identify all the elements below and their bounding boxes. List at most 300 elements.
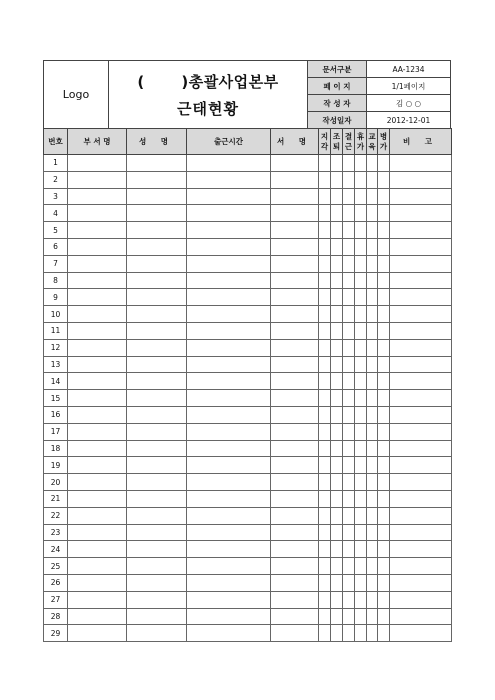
cell-edu[interactable] bbox=[367, 289, 378, 306]
cell-note[interactable] bbox=[390, 591, 452, 608]
cell-edu[interactable] bbox=[367, 474, 378, 491]
cell-dept[interactable] bbox=[68, 457, 127, 474]
cell-dept[interactable] bbox=[68, 255, 127, 272]
cell-early[interactable] bbox=[331, 322, 343, 339]
cell-edu[interactable] bbox=[367, 574, 378, 591]
cell-note[interactable] bbox=[390, 390, 452, 407]
cell-edu[interactable] bbox=[367, 406, 378, 423]
cell-sick[interactable] bbox=[378, 608, 390, 625]
cell-note[interactable] bbox=[390, 155, 452, 172]
cell-sign[interactable] bbox=[271, 574, 319, 591]
cell-leave[interactable] bbox=[355, 205, 367, 222]
cell-early[interactable] bbox=[331, 356, 343, 373]
cell-time[interactable] bbox=[187, 339, 271, 356]
cell-time[interactable] bbox=[187, 188, 271, 205]
cell-name[interactable] bbox=[127, 574, 187, 591]
cell-note[interactable] bbox=[390, 440, 452, 457]
cell-dept[interactable] bbox=[68, 524, 127, 541]
cell-time[interactable] bbox=[187, 524, 271, 541]
cell-early[interactable] bbox=[331, 574, 343, 591]
cell-late[interactable] bbox=[319, 440, 331, 457]
cell-edu[interactable] bbox=[367, 390, 378, 407]
cell-leave[interactable] bbox=[355, 289, 367, 306]
cell-late[interactable] bbox=[319, 238, 331, 255]
cell-sign[interactable] bbox=[271, 373, 319, 390]
cell-sign[interactable] bbox=[271, 306, 319, 323]
cell-sign[interactable] bbox=[271, 205, 319, 222]
cell-time[interactable] bbox=[187, 255, 271, 272]
cell-sick[interactable] bbox=[378, 272, 390, 289]
cell-leave[interactable] bbox=[355, 541, 367, 558]
cell-name[interactable] bbox=[127, 457, 187, 474]
cell-early[interactable] bbox=[331, 238, 343, 255]
cell-late[interactable] bbox=[319, 608, 331, 625]
cell-name[interactable] bbox=[127, 440, 187, 457]
cell-dept[interactable] bbox=[68, 322, 127, 339]
cell-name[interactable] bbox=[127, 188, 187, 205]
cell-sick[interactable] bbox=[378, 524, 390, 541]
cell-leave[interactable] bbox=[355, 490, 367, 507]
cell-absent[interactable] bbox=[343, 608, 355, 625]
cell-note[interactable] bbox=[390, 238, 452, 255]
cell-dept[interactable] bbox=[68, 306, 127, 323]
cell-note[interactable] bbox=[390, 306, 452, 323]
cell-absent[interactable] bbox=[343, 423, 355, 440]
cell-late[interactable] bbox=[319, 339, 331, 356]
cell-late[interactable] bbox=[319, 574, 331, 591]
cell-name[interactable] bbox=[127, 608, 187, 625]
cell-leave[interactable] bbox=[355, 339, 367, 356]
cell-name[interactable] bbox=[127, 390, 187, 407]
cell-edu[interactable] bbox=[367, 155, 378, 172]
cell-early[interactable] bbox=[331, 440, 343, 457]
cell-absent[interactable] bbox=[343, 558, 355, 575]
cell-edu[interactable] bbox=[367, 171, 378, 188]
cell-name[interactable] bbox=[127, 306, 187, 323]
cell-leave[interactable] bbox=[355, 255, 367, 272]
cell-name[interactable] bbox=[127, 255, 187, 272]
cell-time[interactable] bbox=[187, 171, 271, 188]
cell-note[interactable] bbox=[390, 474, 452, 491]
cell-sick[interactable] bbox=[378, 457, 390, 474]
cell-name[interactable] bbox=[127, 423, 187, 440]
cell-name[interactable] bbox=[127, 490, 187, 507]
cell-late[interactable] bbox=[319, 356, 331, 373]
cell-leave[interactable] bbox=[355, 306, 367, 323]
cell-late[interactable] bbox=[319, 306, 331, 323]
cell-leave[interactable] bbox=[355, 524, 367, 541]
cell-absent[interactable] bbox=[343, 507, 355, 524]
cell-early[interactable] bbox=[331, 541, 343, 558]
cell-early[interactable] bbox=[331, 390, 343, 407]
cell-absent[interactable] bbox=[343, 155, 355, 172]
cell-sign[interactable] bbox=[271, 272, 319, 289]
cell-leave[interactable] bbox=[355, 625, 367, 642]
cell-dept[interactable] bbox=[68, 390, 127, 407]
cell-time[interactable] bbox=[187, 306, 271, 323]
cell-absent[interactable] bbox=[343, 490, 355, 507]
cell-leave[interactable] bbox=[355, 574, 367, 591]
cell-late[interactable] bbox=[319, 205, 331, 222]
cell-dept[interactable] bbox=[68, 423, 127, 440]
cell-sign[interactable] bbox=[271, 440, 319, 457]
cell-leave[interactable] bbox=[355, 406, 367, 423]
cell-sick[interactable] bbox=[378, 390, 390, 407]
cell-late[interactable] bbox=[319, 406, 331, 423]
cell-leave[interactable] bbox=[355, 474, 367, 491]
cell-late[interactable] bbox=[319, 490, 331, 507]
cell-late[interactable] bbox=[319, 507, 331, 524]
cell-edu[interactable] bbox=[367, 272, 378, 289]
cell-edu[interactable] bbox=[367, 558, 378, 575]
cell-absent[interactable] bbox=[343, 373, 355, 390]
cell-leave[interactable] bbox=[355, 457, 367, 474]
cell-leave[interactable] bbox=[355, 155, 367, 172]
cell-absent[interactable] bbox=[343, 406, 355, 423]
cell-late[interactable] bbox=[319, 171, 331, 188]
cell-edu[interactable] bbox=[367, 222, 378, 239]
cell-leave[interactable] bbox=[355, 390, 367, 407]
cell-sign[interactable] bbox=[271, 222, 319, 239]
cell-note[interactable] bbox=[390, 222, 452, 239]
cell-time[interactable] bbox=[187, 222, 271, 239]
cell-name[interactable] bbox=[127, 322, 187, 339]
cell-dept[interactable] bbox=[68, 155, 127, 172]
cell-dept[interactable] bbox=[68, 574, 127, 591]
cell-leave[interactable] bbox=[355, 188, 367, 205]
cell-sign[interactable] bbox=[271, 558, 319, 575]
cell-sick[interactable] bbox=[378, 591, 390, 608]
cell-early[interactable] bbox=[331, 474, 343, 491]
cell-name[interactable] bbox=[127, 507, 187, 524]
cell-edu[interactable] bbox=[367, 507, 378, 524]
cell-sign[interactable] bbox=[271, 507, 319, 524]
cell-sign[interactable] bbox=[271, 524, 319, 541]
cell-dept[interactable] bbox=[68, 440, 127, 457]
cell-dept[interactable] bbox=[68, 272, 127, 289]
cell-early[interactable] bbox=[331, 255, 343, 272]
cell-edu[interactable] bbox=[367, 356, 378, 373]
cell-early[interactable] bbox=[331, 339, 343, 356]
cell-absent[interactable] bbox=[343, 541, 355, 558]
cell-absent[interactable] bbox=[343, 574, 355, 591]
cell-time[interactable] bbox=[187, 155, 271, 172]
cell-leave[interactable] bbox=[355, 272, 367, 289]
cell-note[interactable] bbox=[390, 356, 452, 373]
cell-absent[interactable] bbox=[343, 322, 355, 339]
cell-sick[interactable] bbox=[378, 373, 390, 390]
cell-late[interactable] bbox=[319, 322, 331, 339]
cell-dept[interactable] bbox=[68, 406, 127, 423]
cell-sick[interactable] bbox=[378, 205, 390, 222]
cell-edu[interactable] bbox=[367, 322, 378, 339]
cell-absent[interactable] bbox=[343, 339, 355, 356]
cell-sick[interactable] bbox=[378, 289, 390, 306]
cell-dept[interactable] bbox=[68, 474, 127, 491]
cell-absent[interactable] bbox=[343, 457, 355, 474]
cell-sign[interactable] bbox=[271, 390, 319, 407]
cell-sick[interactable] bbox=[378, 322, 390, 339]
cell-absent[interactable] bbox=[343, 255, 355, 272]
cell-sign[interactable] bbox=[271, 356, 319, 373]
cell-note[interactable] bbox=[390, 373, 452, 390]
cell-dept[interactable] bbox=[68, 608, 127, 625]
cell-absent[interactable] bbox=[343, 171, 355, 188]
cell-late[interactable] bbox=[319, 155, 331, 172]
cell-early[interactable] bbox=[331, 457, 343, 474]
cell-note[interactable] bbox=[390, 423, 452, 440]
cell-note[interactable] bbox=[390, 608, 452, 625]
cell-late[interactable] bbox=[319, 373, 331, 390]
cell-late[interactable] bbox=[319, 222, 331, 239]
cell-note[interactable] bbox=[390, 507, 452, 524]
cell-early[interactable] bbox=[331, 188, 343, 205]
cell-early[interactable] bbox=[331, 608, 343, 625]
cell-sign[interactable] bbox=[271, 490, 319, 507]
cell-sick[interactable] bbox=[378, 507, 390, 524]
cell-early[interactable] bbox=[331, 171, 343, 188]
cell-sign[interactable] bbox=[271, 457, 319, 474]
cell-dept[interactable] bbox=[68, 591, 127, 608]
cell-name[interactable] bbox=[127, 541, 187, 558]
cell-sick[interactable] bbox=[378, 188, 390, 205]
cell-note[interactable] bbox=[390, 322, 452, 339]
cell-late[interactable] bbox=[319, 188, 331, 205]
cell-sick[interactable] bbox=[378, 222, 390, 239]
cell-early[interactable] bbox=[331, 423, 343, 440]
cell-name[interactable] bbox=[127, 289, 187, 306]
cell-note[interactable] bbox=[390, 205, 452, 222]
cell-sick[interactable] bbox=[378, 356, 390, 373]
cell-late[interactable] bbox=[319, 591, 331, 608]
cell-leave[interactable] bbox=[355, 356, 367, 373]
cell-early[interactable] bbox=[331, 373, 343, 390]
cell-sick[interactable] bbox=[378, 558, 390, 575]
cell-early[interactable] bbox=[331, 272, 343, 289]
cell-absent[interactable] bbox=[343, 272, 355, 289]
cell-name[interactable] bbox=[127, 356, 187, 373]
cell-note[interactable] bbox=[390, 289, 452, 306]
cell-dept[interactable] bbox=[68, 171, 127, 188]
cell-leave[interactable] bbox=[355, 591, 367, 608]
cell-late[interactable] bbox=[319, 272, 331, 289]
cell-time[interactable] bbox=[187, 406, 271, 423]
cell-leave[interactable] bbox=[355, 608, 367, 625]
cell-name[interactable] bbox=[127, 238, 187, 255]
cell-late[interactable] bbox=[319, 423, 331, 440]
cell-sick[interactable] bbox=[378, 440, 390, 457]
cell-late[interactable] bbox=[319, 474, 331, 491]
cell-sign[interactable] bbox=[271, 255, 319, 272]
cell-edu[interactable] bbox=[367, 423, 378, 440]
cell-time[interactable] bbox=[187, 574, 271, 591]
cell-absent[interactable] bbox=[343, 356, 355, 373]
cell-name[interactable] bbox=[127, 272, 187, 289]
cell-leave[interactable] bbox=[355, 507, 367, 524]
cell-absent[interactable] bbox=[343, 440, 355, 457]
cell-sign[interactable] bbox=[271, 608, 319, 625]
cell-name[interactable] bbox=[127, 222, 187, 239]
cell-early[interactable] bbox=[331, 222, 343, 239]
cell-early[interactable] bbox=[331, 306, 343, 323]
cell-late[interactable] bbox=[319, 255, 331, 272]
cell-time[interactable] bbox=[187, 272, 271, 289]
cell-note[interactable] bbox=[390, 558, 452, 575]
cell-sign[interactable] bbox=[271, 423, 319, 440]
cell-absent[interactable] bbox=[343, 390, 355, 407]
cell-sign[interactable] bbox=[271, 474, 319, 491]
cell-dept[interactable] bbox=[68, 205, 127, 222]
cell-name[interactable] bbox=[127, 339, 187, 356]
cell-absent[interactable] bbox=[343, 188, 355, 205]
cell-sick[interactable] bbox=[378, 255, 390, 272]
cell-sick[interactable] bbox=[378, 574, 390, 591]
cell-note[interactable] bbox=[390, 524, 452, 541]
cell-sick[interactable] bbox=[378, 171, 390, 188]
cell-note[interactable] bbox=[390, 457, 452, 474]
cell-sign[interactable] bbox=[271, 625, 319, 642]
cell-note[interactable] bbox=[390, 171, 452, 188]
cell-late[interactable] bbox=[319, 524, 331, 541]
cell-name[interactable] bbox=[127, 558, 187, 575]
cell-dept[interactable] bbox=[68, 625, 127, 642]
cell-name[interactable] bbox=[127, 524, 187, 541]
cell-sign[interactable] bbox=[271, 289, 319, 306]
cell-sign[interactable] bbox=[271, 322, 319, 339]
cell-late[interactable] bbox=[319, 289, 331, 306]
cell-leave[interactable] bbox=[355, 423, 367, 440]
cell-sick[interactable] bbox=[378, 490, 390, 507]
cell-absent[interactable] bbox=[343, 238, 355, 255]
cell-time[interactable] bbox=[187, 205, 271, 222]
cell-late[interactable] bbox=[319, 625, 331, 642]
cell-time[interactable] bbox=[187, 591, 271, 608]
cell-name[interactable] bbox=[127, 591, 187, 608]
cell-dept[interactable] bbox=[68, 541, 127, 558]
cell-early[interactable] bbox=[331, 205, 343, 222]
cell-name[interactable] bbox=[127, 406, 187, 423]
cell-sick[interactable] bbox=[378, 625, 390, 642]
cell-sick[interactable] bbox=[378, 238, 390, 255]
cell-sign[interactable] bbox=[271, 406, 319, 423]
cell-sick[interactable] bbox=[378, 423, 390, 440]
cell-time[interactable] bbox=[187, 390, 271, 407]
cell-note[interactable] bbox=[390, 625, 452, 642]
cell-dept[interactable] bbox=[68, 373, 127, 390]
cell-sign[interactable] bbox=[271, 339, 319, 356]
cell-late[interactable] bbox=[319, 541, 331, 558]
cell-absent[interactable] bbox=[343, 222, 355, 239]
cell-dept[interactable] bbox=[68, 490, 127, 507]
cell-edu[interactable] bbox=[367, 541, 378, 558]
cell-leave[interactable] bbox=[355, 558, 367, 575]
cell-absent[interactable] bbox=[343, 524, 355, 541]
cell-absent[interactable] bbox=[343, 625, 355, 642]
cell-note[interactable] bbox=[390, 272, 452, 289]
cell-time[interactable] bbox=[187, 558, 271, 575]
cell-sign[interactable] bbox=[271, 238, 319, 255]
cell-sick[interactable] bbox=[378, 474, 390, 491]
cell-note[interactable] bbox=[390, 574, 452, 591]
cell-late[interactable] bbox=[319, 457, 331, 474]
cell-dept[interactable] bbox=[68, 289, 127, 306]
cell-edu[interactable] bbox=[367, 608, 378, 625]
cell-time[interactable] bbox=[187, 490, 271, 507]
cell-note[interactable] bbox=[390, 339, 452, 356]
cell-absent[interactable] bbox=[343, 289, 355, 306]
cell-edu[interactable] bbox=[367, 625, 378, 642]
cell-edu[interactable] bbox=[367, 373, 378, 390]
cell-late[interactable] bbox=[319, 390, 331, 407]
cell-edu[interactable] bbox=[367, 238, 378, 255]
cell-early[interactable] bbox=[331, 490, 343, 507]
cell-absent[interactable] bbox=[343, 591, 355, 608]
cell-edu[interactable] bbox=[367, 205, 378, 222]
cell-name[interactable] bbox=[127, 373, 187, 390]
cell-dept[interactable] bbox=[68, 558, 127, 575]
cell-edu[interactable] bbox=[367, 457, 378, 474]
cell-sick[interactable] bbox=[378, 339, 390, 356]
cell-early[interactable] bbox=[331, 507, 343, 524]
cell-time[interactable] bbox=[187, 474, 271, 491]
cell-time[interactable] bbox=[187, 322, 271, 339]
cell-dept[interactable] bbox=[68, 339, 127, 356]
cell-sign[interactable] bbox=[271, 155, 319, 172]
cell-time[interactable] bbox=[187, 423, 271, 440]
cell-late[interactable] bbox=[319, 558, 331, 575]
cell-sick[interactable] bbox=[378, 406, 390, 423]
cell-sign[interactable] bbox=[271, 591, 319, 608]
cell-leave[interactable] bbox=[355, 238, 367, 255]
cell-absent[interactable] bbox=[343, 205, 355, 222]
cell-edu[interactable] bbox=[367, 255, 378, 272]
cell-name[interactable] bbox=[127, 474, 187, 491]
cell-time[interactable] bbox=[187, 625, 271, 642]
cell-note[interactable] bbox=[390, 188, 452, 205]
cell-leave[interactable] bbox=[355, 222, 367, 239]
cell-leave[interactable] bbox=[355, 322, 367, 339]
cell-note[interactable] bbox=[390, 541, 452, 558]
cell-note[interactable] bbox=[390, 490, 452, 507]
cell-early[interactable] bbox=[331, 558, 343, 575]
cell-early[interactable] bbox=[331, 289, 343, 306]
cell-time[interactable] bbox=[187, 373, 271, 390]
cell-early[interactable] bbox=[331, 155, 343, 172]
cell-dept[interactable] bbox=[68, 188, 127, 205]
cell-sick[interactable] bbox=[378, 155, 390, 172]
cell-time[interactable] bbox=[187, 289, 271, 306]
cell-edu[interactable] bbox=[367, 188, 378, 205]
cell-name[interactable] bbox=[127, 205, 187, 222]
cell-dept[interactable] bbox=[68, 222, 127, 239]
cell-name[interactable] bbox=[127, 171, 187, 188]
cell-time[interactable] bbox=[187, 541, 271, 558]
cell-edu[interactable] bbox=[367, 524, 378, 541]
cell-note[interactable] bbox=[390, 406, 452, 423]
cell-early[interactable] bbox=[331, 591, 343, 608]
cell-time[interactable] bbox=[187, 507, 271, 524]
cell-early[interactable] bbox=[331, 524, 343, 541]
cell-absent[interactable] bbox=[343, 306, 355, 323]
cell-leave[interactable] bbox=[355, 440, 367, 457]
cell-leave[interactable] bbox=[355, 373, 367, 390]
cell-time[interactable] bbox=[187, 238, 271, 255]
cell-dept[interactable] bbox=[68, 507, 127, 524]
cell-edu[interactable] bbox=[367, 490, 378, 507]
cell-dept[interactable] bbox=[68, 356, 127, 373]
cell-edu[interactable] bbox=[367, 306, 378, 323]
cell-sign[interactable] bbox=[271, 188, 319, 205]
